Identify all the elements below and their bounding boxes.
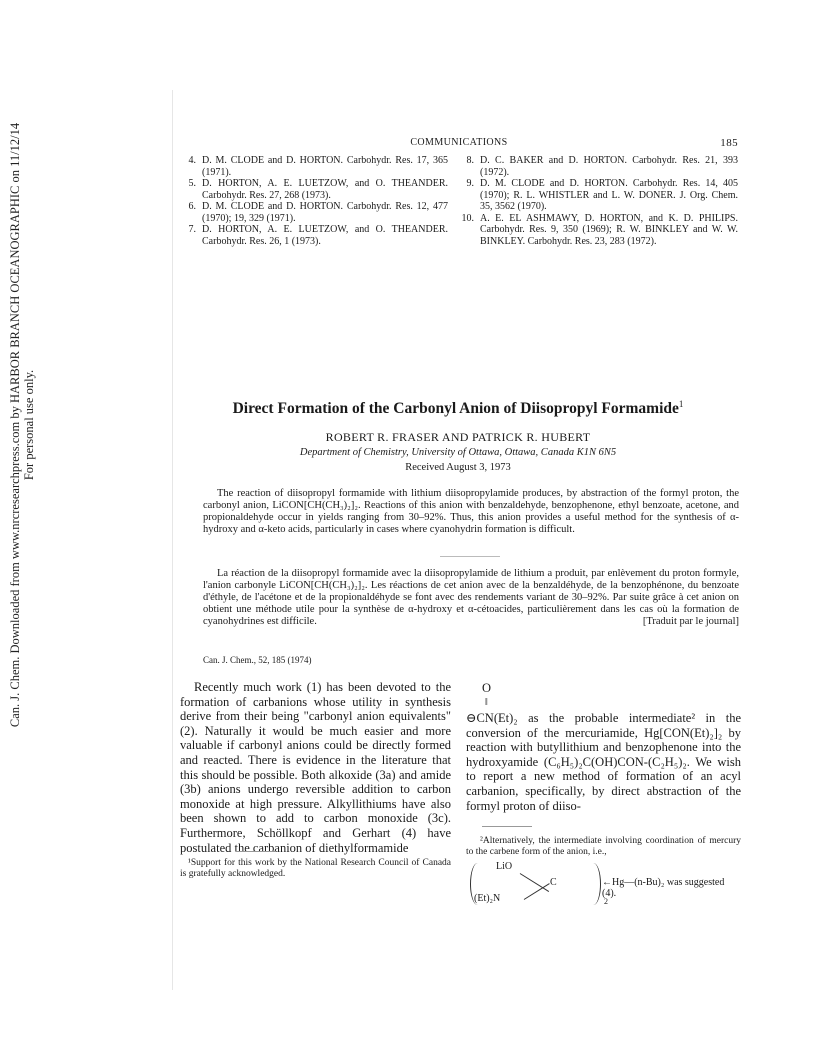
page-number: 185: [720, 137, 738, 149]
footnote-rule-right: [482, 826, 532, 827]
references-left: [180, 155, 448, 247]
structure-subscript: 2: [604, 897, 608, 906]
structure-lio: LiO: [496, 861, 513, 872]
running-header: [180, 137, 738, 151]
structure-bond: [524, 883, 550, 900]
download-stamp-line1: Can. J. Chem. Downloaded from www.nrcresearchpress.com by HARBOR BRANCH OCEANOGRAPHIC on 11/12/14: [8, 122, 22, 728]
author-affiliation: Department of Chemistry, University of Ottawa, Ottawa, Canada K1N 6N5: [299, 447, 617, 458]
reference-item: 5. D. HORTON, A. E. LUETZOW, and O. THEANDER. Carbohydr. Res. 27, 268 (1973).: [188, 178, 448, 201]
article-title: Direct Formation of the Carbonyl Anion of Diisopropyl Formamide$^1$: [232, 399, 684, 418]
reference-item: 6. D. M. CLODE and D. HORTON. Carbohydr. Res. 12, 477 (1970); 19, 329 (1971).: [188, 201, 448, 224]
received-date: Received August 3, 1973: [405, 462, 511, 473]
structure-carbon: C: [550, 877, 557, 888]
download-stamp-line2: For personal use only.: [22, 369, 36, 481]
body-text-right: ⊖CN(Et)₂ as the probable intermediate² in the conversion of the mercuriamide, Hg[CON(Et)₂]₂ by reaction with butyllithium and benzophenone into the hydroxyamide (C₆H₅)₂C(OH)CON-(C₂H₅)₂. We wish to report a new method of formation of an acyl carbanion, specifically, by direct abstraction of the formyl proton of diiso-: [466, 711, 741, 813]
download-stamp: [2, 122, 42, 728]
journal-citation: Can. J. Chem., 52, 185 (1974): [203, 655, 312, 665]
body-text-left: Recently much work (1) has been devoted to the formation of carbanions whose utility in synthesis derive from their being "carbonyl anion equivalents" (2). Naturally it would be much easier and more valuable if carbonyl anions could be directly formed and reacted. There is evidence in the literature that this should be possible. Both alkoxide (3a) and amide (3b) anions undergo reversible addition to carbon monoxide at high pressure. Alkyllithiums have also been shown to add to carbon monoxide (3c). Furthermore, Schöllkopf and Gerhart (4) have postulated the carbanion of diethylformamide: [180, 680, 451, 855]
footnote-1: ¹Support for this work by the National Research Council of Canada is gratefully acknowledged.: [180, 858, 451, 879]
abstract-english: The reaction of diisopropyl formamide with lithium diisopropylamide produces, by abstraction of the formyl proton, the carbonyl anion, LiCON[CH(CH₃)₂]₂. Reactions of this anion with benzaldehyde, benzophenone, ethyl benzoate, acetone, and propionaldehyde occur in yields ranging from 30–92%. Thus, this anion provides a useful method for the synthesis of α-hydroxy and α-keto acids, particularly in cases where cyanohydrin formation is difficult.: [203, 488, 739, 535]
abstract-divider: [440, 556, 500, 557]
structure-double-bond: ‖: [485, 697, 488, 708]
reference-item: 7. D. HORTON, A. E. LUETZOW, and O. THEANDER. Carbohydr. Res. 26, 1 (1973).: [188, 224, 448, 247]
abstract-french: La réaction de la diisopropyl formamide avec la diisopropylamide de lithium a produit, par enlèvement du proton formyle, l'anion carbonyle LiCON[CH(CH₃)₂]₂. Les réactions de cet anion avec de la benzaldéhyde, de la benzophénone, du benzoate d'éthyle, de l'acétone et de la propionaldéhyde se font avec des rendements variant de 30–92%. Par suite grâce à cet anion on obtient une méthode utile pour la synthèse de α-hydroxy et α-cétoacides, particulièrement dans les cas où la formation de cyanohydrines est difficile. [Traduit par le journal]: [203, 568, 739, 627]
carbene-structure: [466, 861, 741, 907]
reference-item: 10. A. E. EL ASHMAWY, D. HORTON, and K. D. PHILIPS. Carbohydr. Res. 9, 350 (1969); R. W. BINKLEY and W. W. BINKLEY. Carbohydr. Res. 23, 283 (1972).: [461, 212, 738, 247]
references-right: [458, 155, 738, 247]
structure-bond: [520, 873, 549, 892]
translator-note: [Traduit par le journal]: [642, 616, 739, 627]
structure-oxygen: O: [482, 681, 492, 695]
structure-suffix: ←Hg—(n-Bu)₂ was suggested (4).: [602, 877, 725, 899]
structure-bracket-right: [586, 863, 601, 905]
reference-item: 8. D. C. BAKER and D. HORTON. Carbohydr. Res. 21, 393 (1972).: [466, 155, 738, 178]
article-authors: ROBERT R. FRASER AND PATRICK R. HUBERT: [325, 430, 591, 444]
footnote-2: ²Alternatively, the intermediate involving coordination of mercury to the carbene form of the anion, i.e.,: [466, 836, 741, 857]
structure-amine: (Et)₂N: [474, 893, 501, 904]
reference-item: 9. D. M. CLODE and D. HORTON. Carbohydr. Res. 14, 405 (1970); R. L. WHISTLER and L. W. DONER. J. Org. Chem. 35, 3562 (1970).: [466, 178, 738, 212]
page-edge-rule: [172, 90, 173, 990]
reference-item: 4. D. M. CLODE and D. HORTON. Carbohydr. Res. 17, 365 (1971).: [188, 155, 448, 178]
footnote-rule-left: [236, 851, 276, 852]
section-title: COMMUNICATIONS: [410, 137, 508, 148]
title-footnote-marker: 1: [678, 399, 684, 409]
